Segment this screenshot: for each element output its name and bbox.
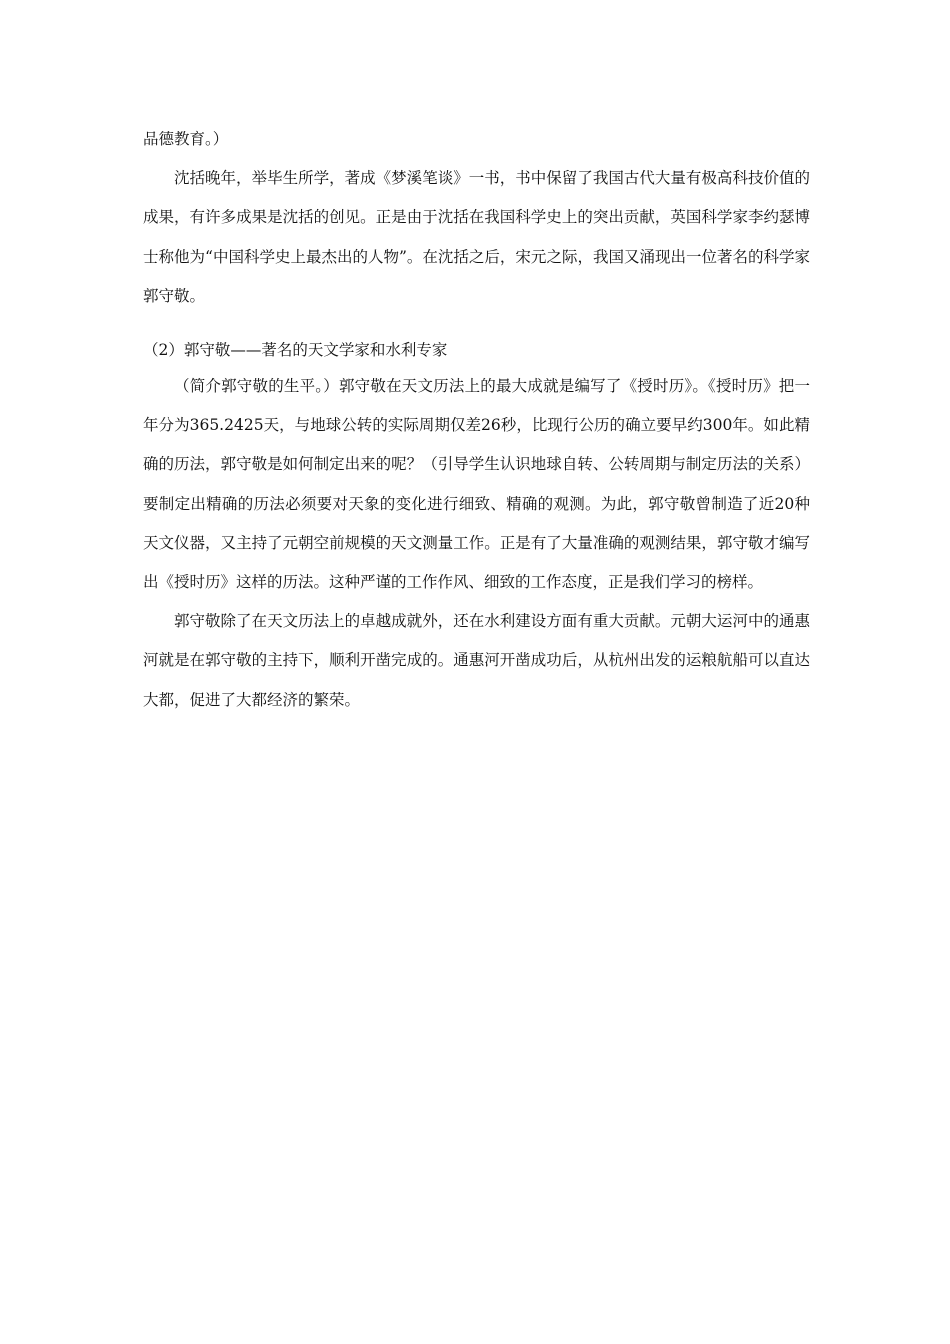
document-body	[143, 120, 810, 720]
paragraph-guo-shoujing-water: 郭守敬除了在天文历法上的卓越成就外，还在水利建设方面有重大贡献。元朝大运河中的通惠河就是在郭守敬的主持下，顺利开凿完成的。通惠河开凿成功后，从杭州出发的运粮航船可以直达大都，促进了大都经济的繁荣。	[143, 612, 810, 709]
section-heading: （2）郭守敬——著名的天文学家和水利专家	[143, 341, 448, 360]
paragraph-continuation: 品德教育。）	[143, 130, 229, 148]
paragraph-shen-kuo: 沈括晚年，举毕生所学，著成《梦溪笔谈》一书，书中保留了我国古代大量有极高科技价值的成果，有许多成果是沈括的创见。正是由于沈括在我国科学史上的突出贡献，英国科学家李约瑟博士称他为“中国科学史上最杰出的人物”。在沈括之后，宋元之际，我国又涌现出一位著名的科学家郭守敬。	[143, 169, 810, 305]
paragraph-guo-shoujing-calendar: （简介郭守敬的生平。）郭守敬在天文历法上的最大成就是编写了《授时历》。《授时历》把一年分为365.2425天，与地球公转的实际周期仅差26秒，比现行公历的确立要早约300年。如此精确的历法，郭守敬是如何制定出来的呢？（引导学生认识地球自转、公转周期与制定历法的关系）要制定出精确的历法必须要对天象的变化进行细致、精确的观测。为此，郭守敬曾制造了近20种天文仪器，又主持了元朝空前规模的天文测量工作。正是有了大量准确的观测结果，郭守敬才编写出《授时历》这样的历法。这种严谨的工作作风、细致的工作态度，正是我们学习的榜样。	[143, 377, 810, 592]
